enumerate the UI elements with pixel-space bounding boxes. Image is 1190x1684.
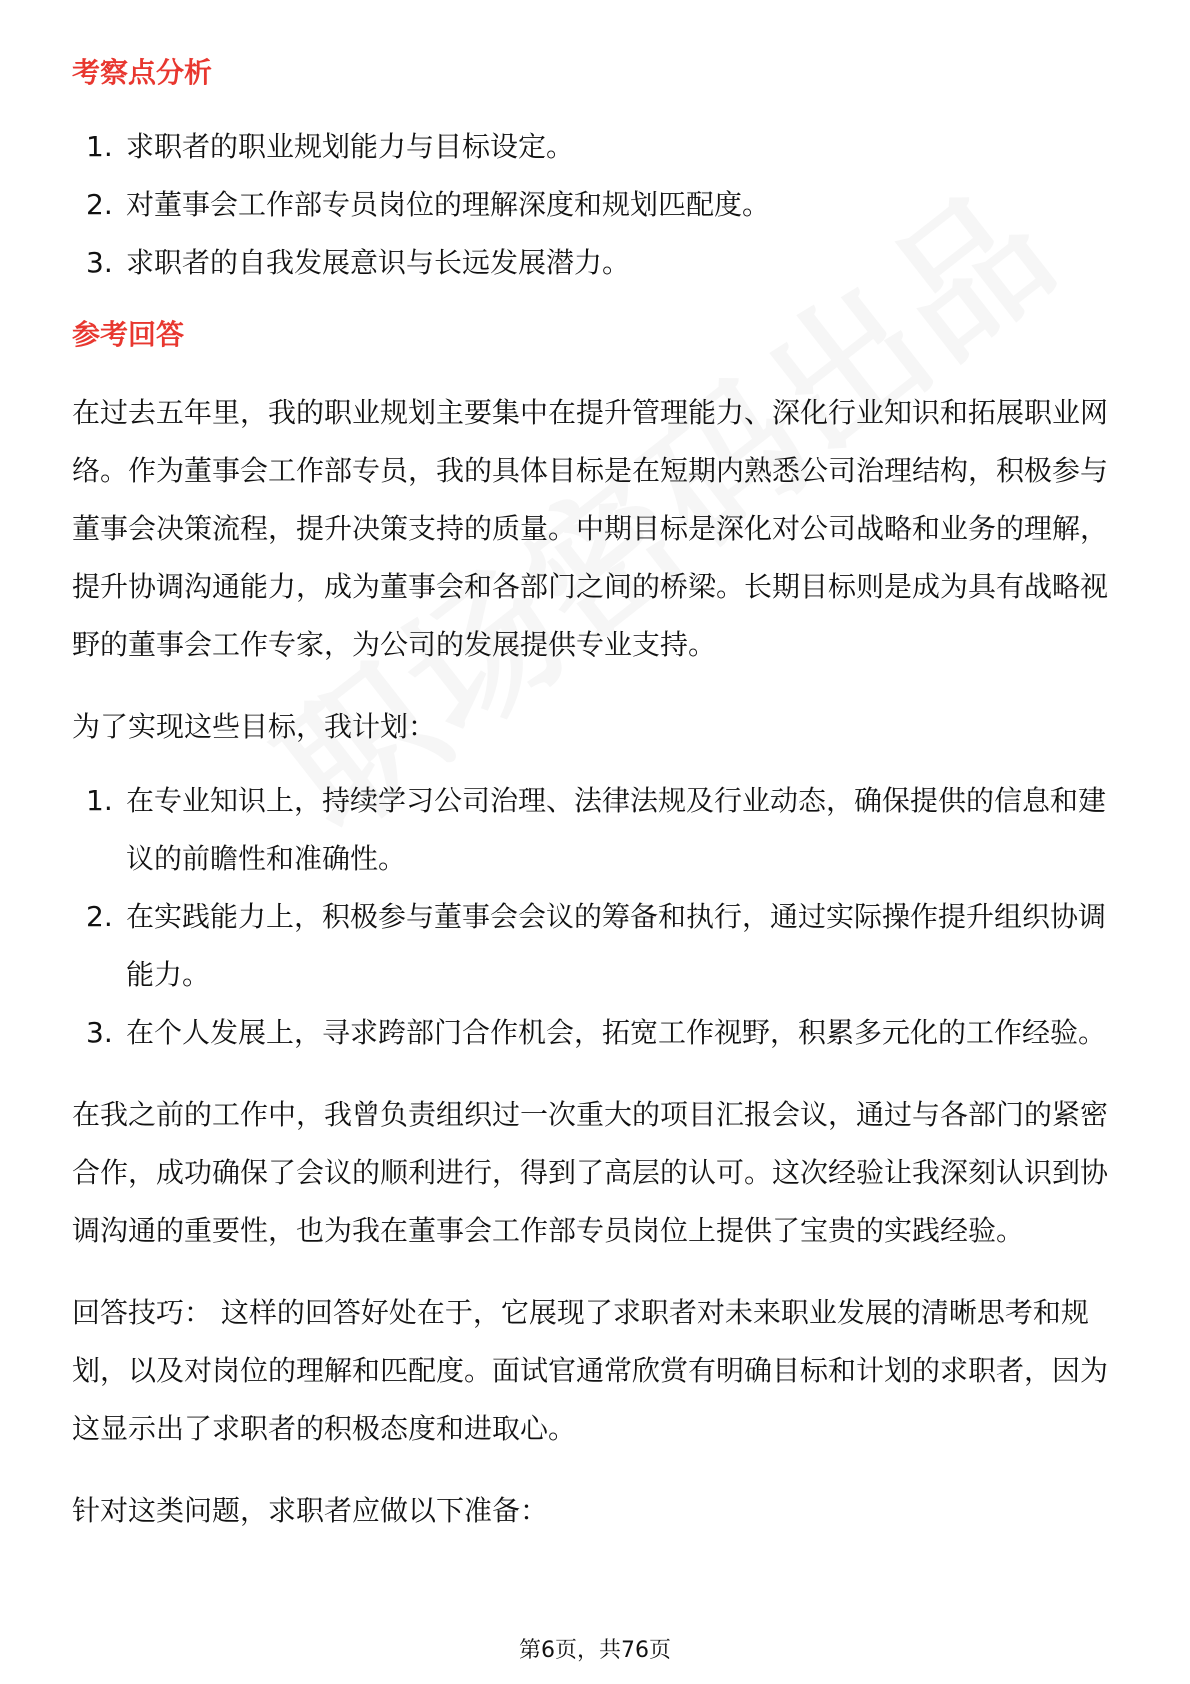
list-item: [72, 118, 1124, 176]
list-item: [72, 234, 1124, 292]
list-item-text: 在个人发展上，寻求跨部门合作机会，拓宽工作视野，积累多元化的工作经验。: [126, 1016, 1107, 1049]
list-item-number: 1.: [86, 784, 113, 817]
list-item-text: 在实践能力上，积极参与董事会会议的筹备和执行，通过实际操作提升组织协调能力。: [126, 900, 1107, 991]
list-item-text: 求职者的职业规划能力与目标设定。: [126, 130, 575, 163]
page-content: [72, 44, 1124, 1540]
answer-paragraph-tips: 回答技巧： 这样的回答好处在于，它展现了求职者对未来职业发展的清晰思考和规划，以及对岗位的理解和匹配度。面试官通常欣赏有明确目标和计划的求职者，因为这显示出了求职者的积极态度和进取心。: [72, 1296, 1109, 1445]
answer-paragraph-goals: 在过去五年里，我的职业规划主要集中在提升管理能力、深化行业知识和拓展职业网络。作为董事会工作部专员，我的具体目标是在短期内熟悉公司治理结构，积极参与董事会决策流程，提升决策支持的质量。中期目标是深化对公司战略和业务的理解，提升协调沟通能力，成为董事会和各部门之间的桥梁。长期目标则是成为具有战略视野的董事会工作专家，为公司的发展提供专业支持。: [72, 396, 1109, 661]
section-heading-analysis: 考察点分析: [72, 56, 213, 89]
list-item-text: 对董事会工作部专员岗位的理解深度和规划匹配度。: [126, 188, 771, 221]
list-item-number: 2.: [86, 188, 113, 221]
section-heading-answer: 参考回答: [72, 318, 185, 351]
list-item: [72, 1004, 1124, 1062]
list-item-number: 2.: [86, 900, 113, 933]
list-item-text: 在专业知识上，持续学习公司治理、法律法规及行业动态，确保提供的信息和建议的前瞻性和准确性。: [126, 784, 1107, 875]
list-item-number: 3.: [86, 246, 113, 279]
list-item-number: 3.: [86, 1016, 113, 1049]
list-item: [72, 772, 1124, 888]
answer-paragraph-plan-intro: 为了实现这些目标，我计划：: [72, 710, 437, 743]
analysis-list: [72, 118, 1124, 292]
answer-paragraph-experience: 在我之前的工作中，我曾负责组织过一次重大的项目汇报会议，通过与各部门的紧密合作，成功确保了会议的顺利进行，得到了高层的认可。这次经验让我深刻认识到协调沟通的重要性，也为我在董事会工作部专员岗位上提供了宝贵的实践经验。: [72, 1098, 1109, 1247]
list-item-text: 求职者的自我发展意识与长远发展潜力。: [126, 246, 631, 279]
answer-paragraph-preparation: 针对这类问题，求职者应做以下准备：: [72, 1494, 549, 1527]
plan-list: [72, 772, 1124, 1062]
list-item: [72, 176, 1124, 234]
page-number-footer: 第6页，共76页: [519, 1638, 671, 1663]
list-item-number: 1.: [86, 130, 113, 163]
list-item: [72, 888, 1124, 1004]
